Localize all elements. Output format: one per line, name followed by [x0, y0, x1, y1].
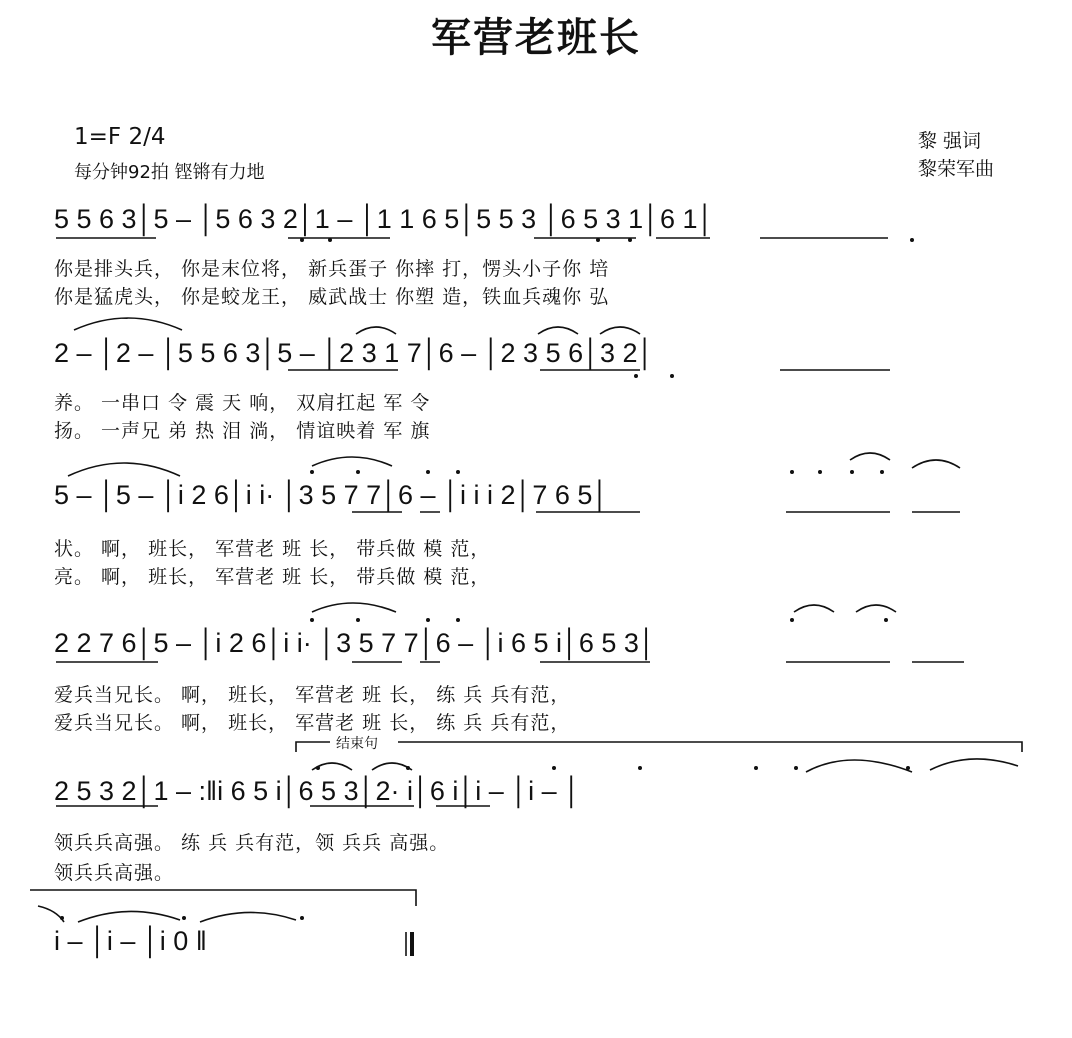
lyricist-credit: 黎 强词	[918, 130, 982, 152]
notation-line-3: 5 – │5 – │i 2 6│i i· │3 5 7 7│6 – │i i i 2│7 6 5│	[54, 480, 610, 510]
notation-line-6: i – │i – │i 0 ‖	[54, 926, 207, 956]
lyric-line-2-verse-2: 扬。 一声兄 弟 热 泪 淌， 情谊映着 军 旗	[54, 420, 431, 442]
notation-line-1: 5 5 6 3│5 – │5 6 3 2│1 – │1 1 6 5│5 5 3 │6 5 3 1│6 1│	[54, 204, 715, 234]
lyric-line-1-verse-1: 你是排头兵， 你是末位将， 新兵蛋子 你摔 打，愣头小子你 培	[54, 258, 610, 280]
ending-phrase-label: 结束句	[336, 736, 378, 752]
notation-line-2: 2 – │2 – │5 5 6 3│5 – │2 3 1 7│6 – │2 3 5 6│3 2│	[54, 338, 655, 368]
lyric-line-2-verse-1: 养。 一串口 令 震 天 响， 双肩扛起 军 令	[54, 392, 431, 414]
composer-credit: 黎荣军曲	[918, 158, 995, 180]
notation-line-4: 2 2 7 6│5 – │i 2 6│i i· │3 5 7 7│6 – │i 6 5 i│6 5 3│	[54, 628, 656, 658]
lyric-line-3-verse-1: 状。 啊， 班长， 军营老 班 长， 带兵做 模 范，	[54, 538, 491, 560]
key-signature: 1=F 2/4	[74, 124, 166, 150]
lyric-line-5-verse-2: 领兵兵高强。	[54, 862, 175, 884]
song-title: 军营老班长	[431, 15, 641, 61]
lyric-line-5-verse-1: 领兵兵高强。 练 兵 兵有范，领 兵兵 高强。	[54, 832, 450, 854]
lyric-line-4-verse-2: 爱兵当兄长。 啊， 班长， 军营老 班 长， 练 兵 兵有范，	[54, 712, 571, 734]
tempo-marking: 每分钟92拍 铿锵有力地	[74, 162, 265, 183]
notation-line-5: 2 5 3 2│1 – :‖i 6 5 i│6 5 3│2· i│6 i│i – │i – │	[54, 776, 582, 806]
lyric-line-3-verse-2: 亮。 啊， 班长， 军营老 班 长， 带兵做 模 范，	[54, 566, 491, 588]
lyric-line-1-verse-2: 你是猛虎头， 你是蛟龙王， 威武战士 你塑 造，铁血兵魂你 弘	[54, 286, 610, 308]
lyric-line-4-verse-1: 爱兵当兄长。 啊， 班长， 军营老 班 长， 练 兵 兵有范，	[54, 684, 571, 706]
